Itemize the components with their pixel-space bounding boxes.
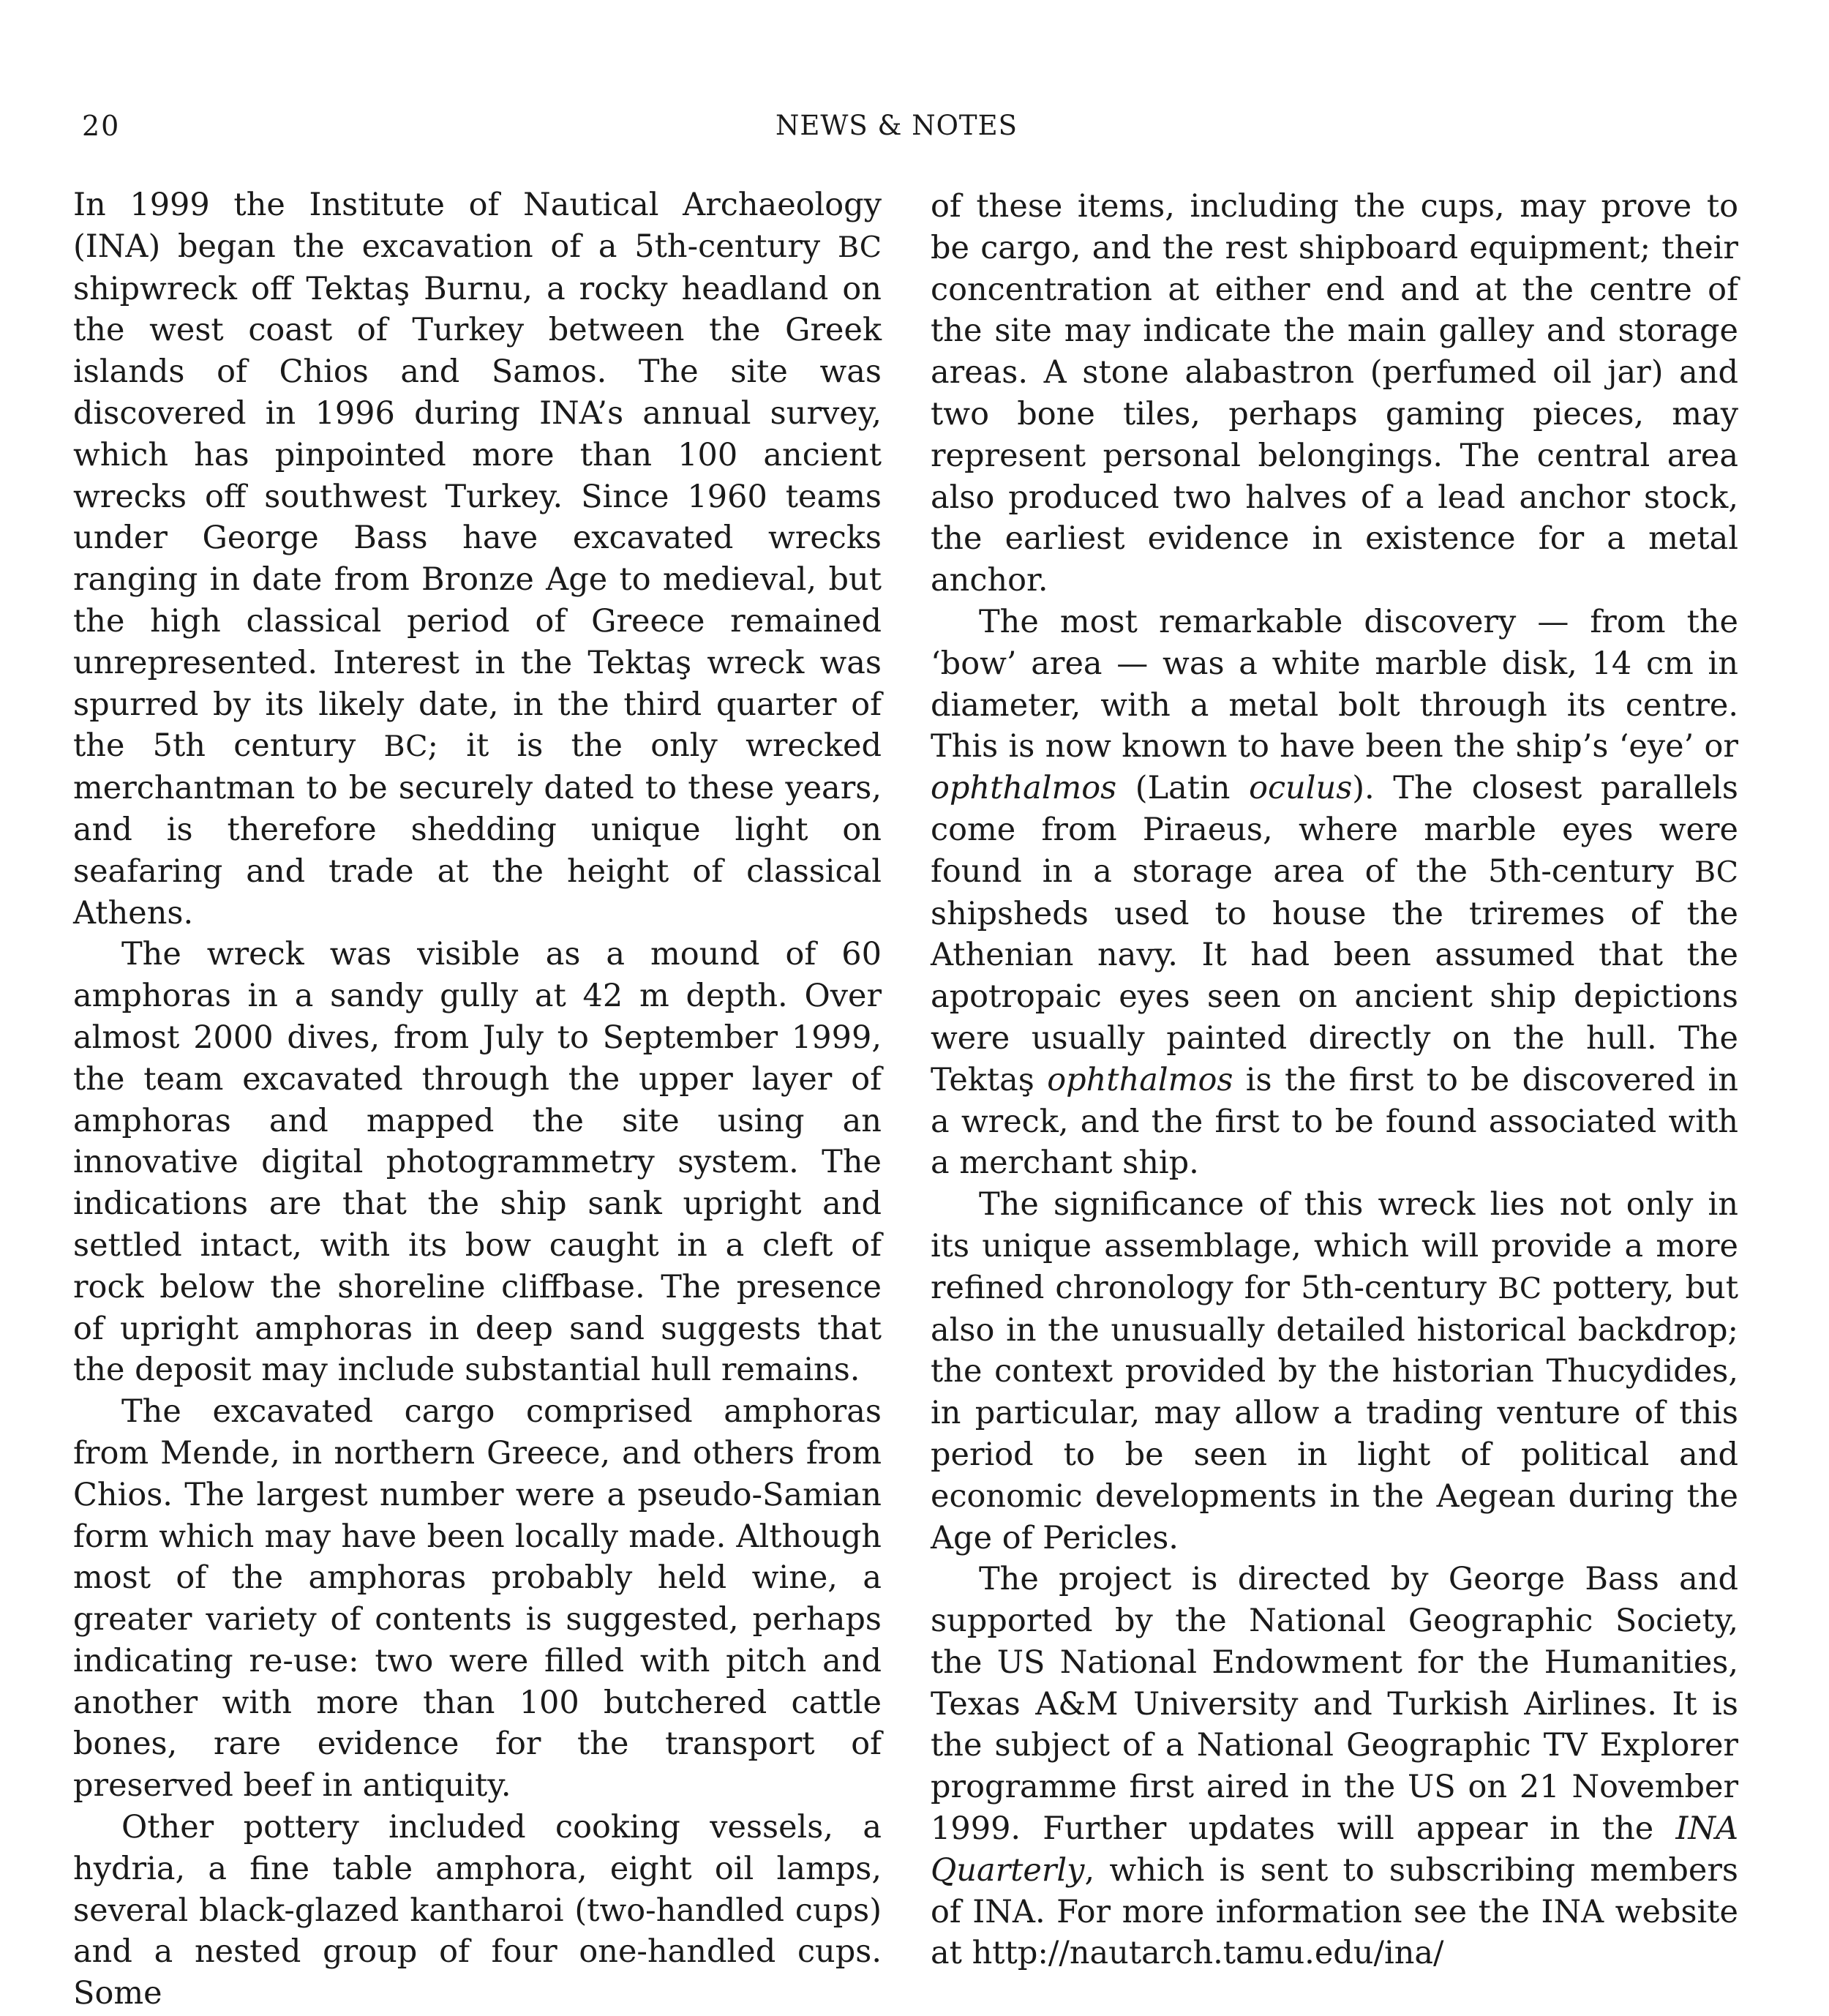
paragraph-5: of these items, including the cups, may prove to be cargo, and the rest shipboard equipment; their concentration at either end and at the centre of the site may indicate the main galley and storage areas. A stone alabastron (perfumed oil jar) and two bone tiles, perhaps gaming pieces, may represent personal belongings. The central area also produced two halves of a lead anchor stock, the earliest evidence in existence for a metal anchor. bbox=[931, 188, 1738, 599]
paragraph-6-text-g: shipsheds used to house the triremes of the Athenian navy. It had been assumed that the apotropaic eyes seen on ancient ship depictions were usually painted directly on the hull. The Tektaş bbox=[931, 895, 1738, 1098]
left-column bbox=[73, 184, 882, 2015]
paragraph-7 bbox=[931, 1184, 1738, 1559]
paragraph-8-text-c: , which is sent to subscribing members of INA. For more information see the INA website at http://nautarch.tamu.edu/ina/ bbox=[931, 1851, 1738, 1972]
paragraph-2: The wreck was visible as a mound of 60 amphoras in a sandy gully at 42 m depth. Over almost 2000 dives, from July to September 1999, the team excavated through the upper layer of amphoras and mapped the site using an innovative digital photogrammetry system. The indications are that the ship sank upright and settled intact, with its bow caught in a cleft of rock below the shoreline cliffbase. The presence of upright amphoras in deep sand suggests that the deposit may include substantial hull remains. bbox=[73, 936, 882, 1389]
paragraph-1-text-e: ; it is the only wrecked merchantman to be securely dated to these years, and is therefore shedding unique light on seafaring and trade at the height of classical Athens. bbox=[73, 727, 882, 932]
page-number: 20 bbox=[82, 110, 121, 142]
era-abbrev: BC bbox=[837, 230, 882, 264]
journal-title: INA Quarterly bbox=[931, 1810, 1738, 1889]
italic-term: ophthalmos bbox=[931, 770, 1117, 807]
paragraph-6-text-e: ). The closest parallels come from Piraeus, where marble eyes were found in a storage area of the 5th-century bbox=[931, 770, 1739, 890]
italic-term: ophthalmos bbox=[1047, 1061, 1233, 1098]
paragraph-1-text-a: In 1999 the Institute of Nautical Archaeology (INA) began the excavation of a 5th-century bbox=[73, 187, 882, 265]
paragraph-6-text-a: The most remarkable discovery — from the ‘bow’ area — was a white marble disk, 14 cm in diameter, with a metal bolt through its centre. This is now known to have been the ship’s ‘eye’ or bbox=[931, 603, 1738, 765]
paragraph-8-text-a: The project is directed by George Bass and supported by the National Geographic Society, the US National Endowment for the Humanities, Texas A&M University and Turkish Airlines. It is the subject of a National Geographic TV Explorer programme first aired in the US on 21 November 1999. Further updates will appear in the bbox=[931, 1561, 1738, 1848]
paragraph-4: Other pottery included cooking vessels, a hydria, a fine table amphora, eight oil lamps, several black-glazed kantharoi (two-handled cups) and a nested group of four one-handled cups. Some bbox=[73, 1809, 882, 2012]
paragraph-1 bbox=[73, 184, 882, 934]
era-abbrev: BC bbox=[1694, 855, 1738, 889]
era-abbrev: BC bbox=[1498, 1271, 1542, 1305]
paragraph-7-text-a: The significance of this wreck lies not only in its unique assemblage, which will provide a more refined chronology for 5th-century bbox=[931, 1186, 1738, 1306]
paragraph-8 bbox=[931, 1559, 1738, 1974]
paragraph-3: The excavated cargo comprised amphoras from Mende, in northern Greece, and others from Chios. The largest number were a pseudo-Samian form which may have been locally made. Although most of the amphoras probably held wine, a greater variety of contents is suggested, perhaps indicating re-use: two were filled with pitch and another with more than 100 butchered cattle bones, rare evidence for the transport of preserved beef in antiquity. bbox=[73, 1393, 882, 1805]
running-head: NEWS & NOTES bbox=[775, 110, 1018, 141]
paragraph-6-text-c: (Latin bbox=[1116, 770, 1250, 807]
paragraph-6 bbox=[931, 602, 1738, 1184]
paragraph-7-text-c: pottery, but also in the unusually detailed historical backdrop; the context provided by the historian Thucydides, in particular, may allow a trading venture of this period to be seen in light of political and economic developments in the Aegean during the Age of Pericles. bbox=[931, 1269, 1738, 1556]
italic-term: oculus bbox=[1249, 770, 1353, 807]
right-column bbox=[931, 186, 1738, 1974]
paragraph-1-text-c: shipwreck off Tektaş Burnu, a rocky headland on the west coast of Turkey between the Greek islands of Chios and Samos. The site was discovered in 1996 during INA’s annual survey, which has pinpointed more than 100 ancient wrecks off southwest Turkey. Since 1960 teams under George Bass have excavated wrecks ranging in date from Bronze Age to medieval, but the high classical period of Greece remained unrepresented. Interest in the Tektaş wreck was spurred by its likely date, in the third quarter of the 5th century bbox=[73, 270, 882, 765]
paragraph-6-text-i: is the first to be discovered in a wreck, and the first to be found associated with a merchant ship. bbox=[931, 1061, 1738, 1182]
era-abbrev: BC bbox=[383, 730, 428, 764]
